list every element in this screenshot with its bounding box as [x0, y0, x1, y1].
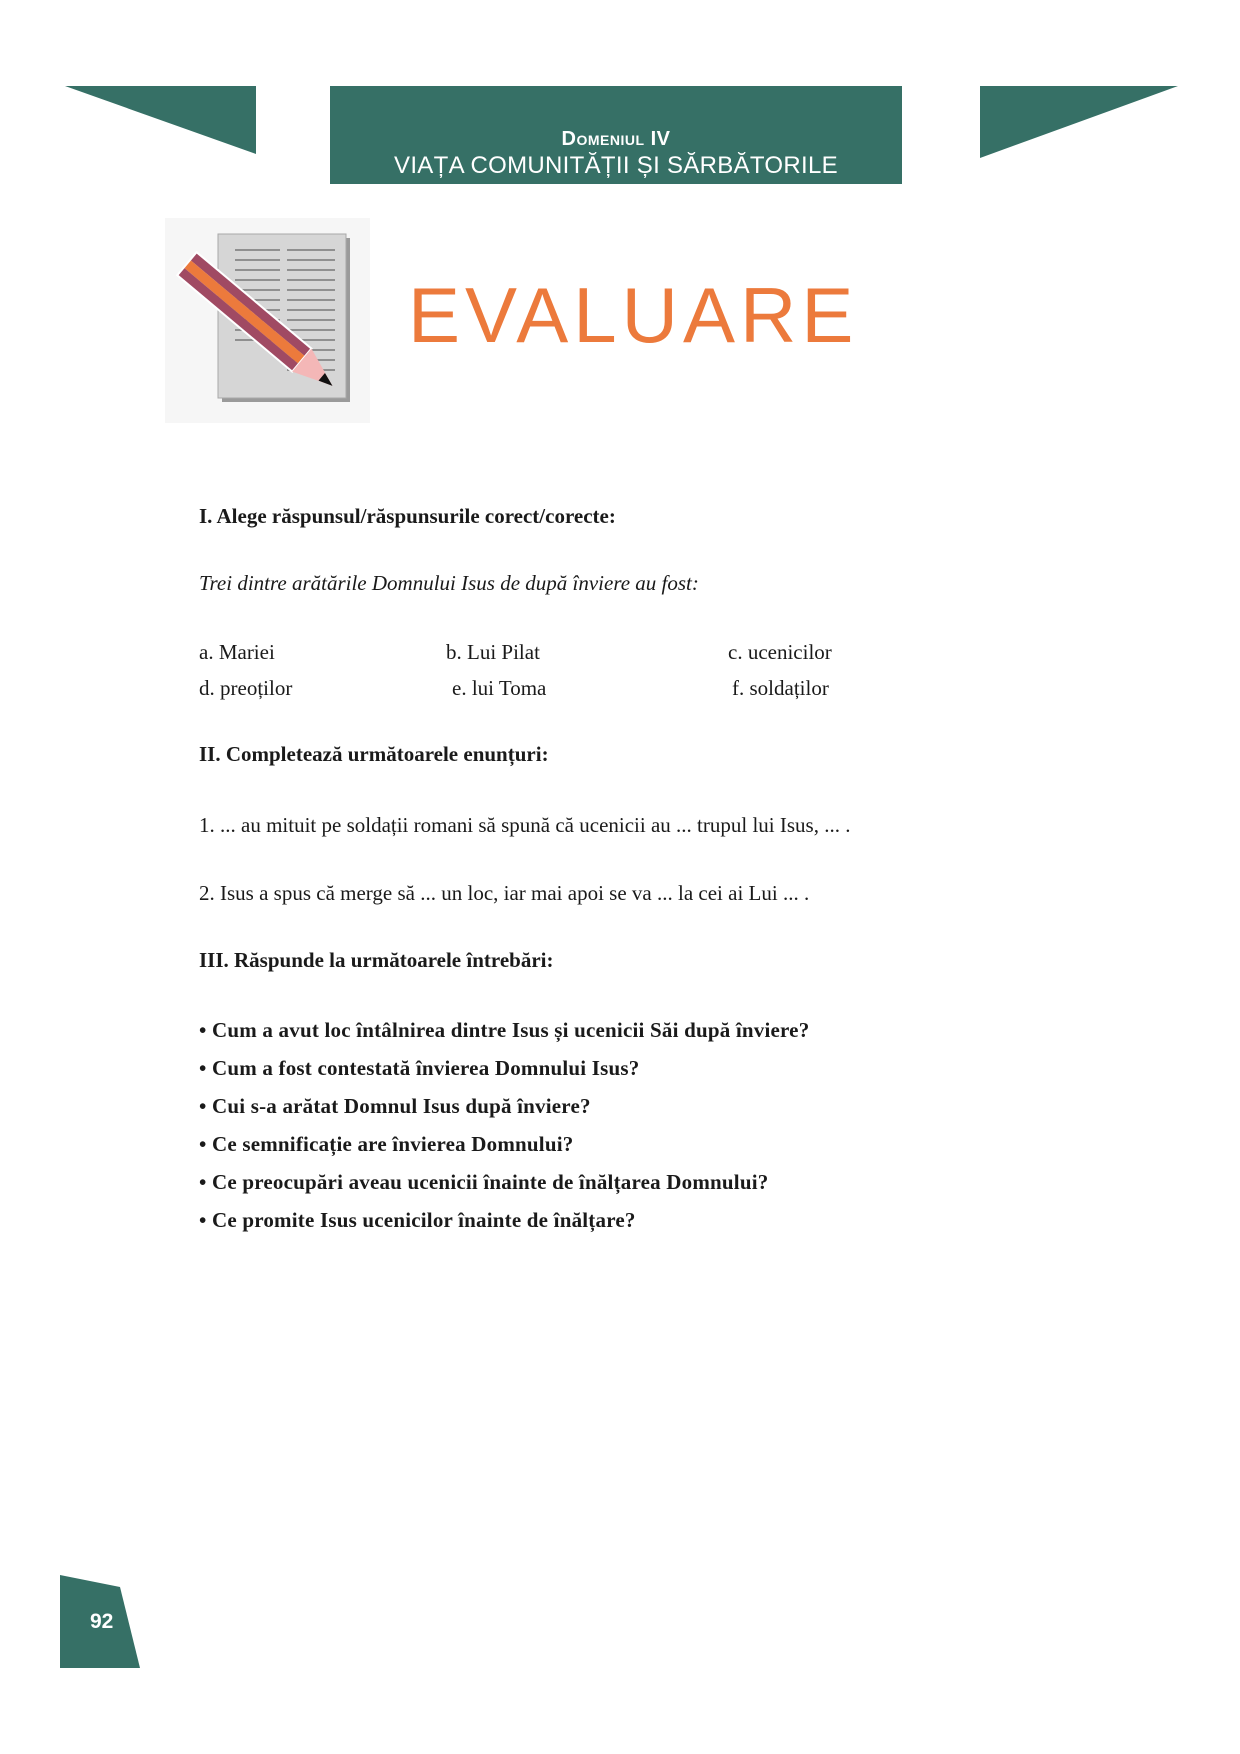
fill-in-item-1: 1. ... au mituit pe soldații romani să spună că ucenicii au ... trupul lui Isus, ... . — [199, 813, 851, 837]
domain-title: VIAȚA COMUNITĂȚII ȘI SĂRBĂTORILE CREȘTINE — [394, 152, 838, 207]
option-c: c. ucenicilor — [728, 640, 832, 664]
option-e: e. lui Toma — [452, 676, 547, 700]
question-item: • Cum a avut loc întâlnirea dintre Isus și ucenicii Săi după înviere? — [199, 1018, 810, 1042]
page-title: EVALUARE — [408, 271, 859, 359]
domain-label: Domeniul IV — [561, 128, 671, 150]
option-d: d. preoților — [199, 676, 293, 700]
header-box — [330, 86, 902, 207]
question-item: • Ce semnificație are învierea Domnului? — [199, 1132, 574, 1156]
question-item: • Ce promite Isus ucenicilor înainte de înălțare? — [199, 1208, 636, 1232]
section-1-heading: I. Alege răspunsul/răspunsurile corect/corecte: — [199, 504, 616, 528]
option-a: a. Mariei — [199, 640, 275, 664]
option-b: b. Lui Pilat — [446, 640, 540, 664]
section-2-heading: II. Completează următoarele enunțuri: — [199, 742, 549, 766]
option-f: f. soldaților — [732, 676, 829, 700]
fill-in-item-2: 2. Isus a spus că merge să ... un loc, iar mai apoi se va ... la cei ai Lui ... . — [199, 881, 810, 905]
question-item: • Cum a fost contestată învierea Domnului Isus? — [199, 1056, 640, 1080]
section-1-question: Trei dintre arătările Domnului Isus de după înviere au fost: — [199, 571, 699, 595]
question-item: • Ce preocupări aveau ucenicii înainte de înălțarea Domnului? — [199, 1170, 769, 1194]
page-number: 92 — [90, 1610, 114, 1633]
pencil-and-paper-icon — [165, 218, 370, 423]
question-item: • Cui s-a arătat Domnul Isus după înviere? — [199, 1094, 591, 1118]
section-3-heading: III. Răspunde la următoarele întrebări: — [199, 948, 554, 972]
